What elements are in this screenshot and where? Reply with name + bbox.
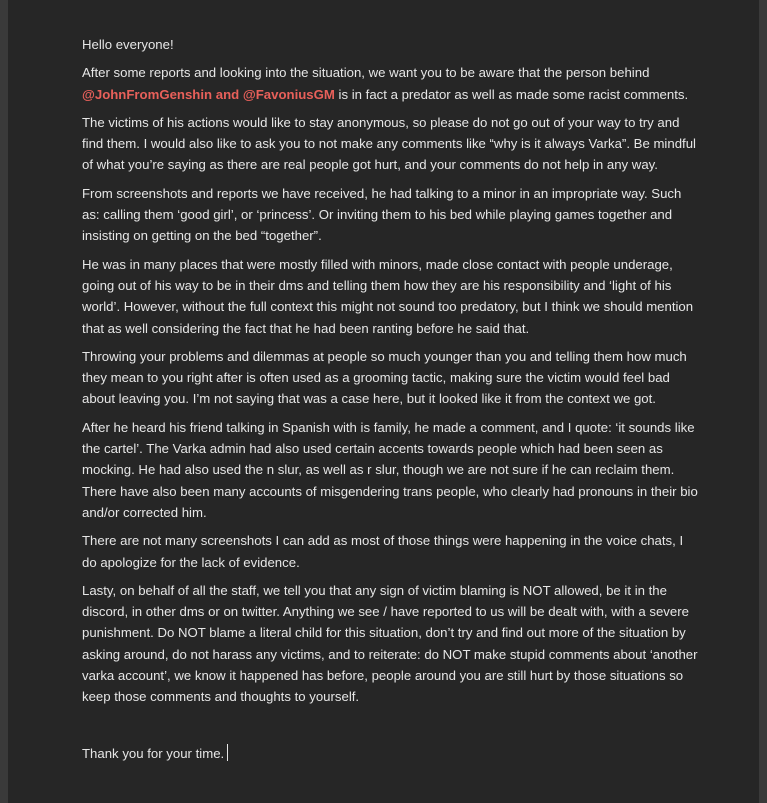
closing-text: Thank you for your time. <box>82 745 225 761</box>
racism-paragraph: After he heard his friend talking in Spanish with is family, he made a comment, and I quote: ‘it sounds like the cartel’. The Varka admin had also used certain accents towards people which had been seen as mocking. He had also used the n slur, as well as r slur, though we are not sure if he can reclaim them. There have also been many accounts of misgendering trans people, who clearly had pronouns in their bio and/or corrected him. <box>82 419 698 520</box>
greeting-paragraph: Hello everyone! <box>82 37 174 52</box>
document-body[interactable] <box>82 34 698 771</box>
reports-paragraph: From screenshots and reports we have received, he had talking to a minor in an impropriate way. Such as: calling them ‘good girl’, or ‘princess’. Or inviting them to his bed while playing games together and insisting on getting on the bed “together”. <box>82 185 682 244</box>
grooming-paragraph: Throwing your problems and dilemmas at people so much younger than you and telling them how much they mean to you right after is often used as a grooming tactic, making sure the victim would feel bad about leaving you. I’m not saying that was a case here, but it looked like it from the context we got. <box>82 348 687 407</box>
victims-paragraph: The victims of his actions would like to stay anonymous, so please do not go out of your way to try and find them. I would also like to ask you to not make any comments like “why is it always Varka”. Be mindful of what you’re saying as there are real people got hurt, and your comments do not help in any way. <box>82 114 696 173</box>
announcement-text-start: After some reports and looking into the situation, we want you to be aware that the person behind <box>82 65 650 81</box>
mention-john-from-genshin[interactable]: @JohnFromGenshin <box>82 86 213 102</box>
evidence-paragraph: There are not many screenshots I can add as most of those things were happening in the voice chats, I do apologize for the lack of evidence. <box>82 533 684 570</box>
text-cursor <box>227 744 228 761</box>
rules-paragraph: Lasty, on behalf of all the staff, we tell you that any sign of victim blaming is NOT allowed, be it in the discord, in other dms or on twitter. Anything we see / have reported to us will be dealt with, with a severe punishment. Do NOT blame a literal child for this situation, don’t try and find out more of the situation by asking around, do not harass any victims, and to reiterate: do NOT make stupid comments about ‘another varka account’, we know it happened has before, people around you are still hurt by those situations so keep those comments and thoughts to yourself. <box>82 582 698 705</box>
announcement-text-end: is in fact a predator as well as made some racist comments. <box>334 86 689 102</box>
mention-conjunction: and <box>212 86 243 102</box>
mention-favonius-gm[interactable]: @FavoniusGM <box>242 86 335 102</box>
closing-paragraph <box>82 743 698 764</box>
document-page <box>8 0 759 803</box>
announcement-paragraph <box>82 62 698 105</box>
minors-paragraph: He was in many places that were mostly filled with minors, made close contact with people underage, going out of his way to be in their dms and telling them how they are his responsibility and ‘light of his world’. However, without the full context this might not sound too predatory, but I think we should mention that as well considering the fact that he had been ranting before he said that. <box>82 256 694 336</box>
